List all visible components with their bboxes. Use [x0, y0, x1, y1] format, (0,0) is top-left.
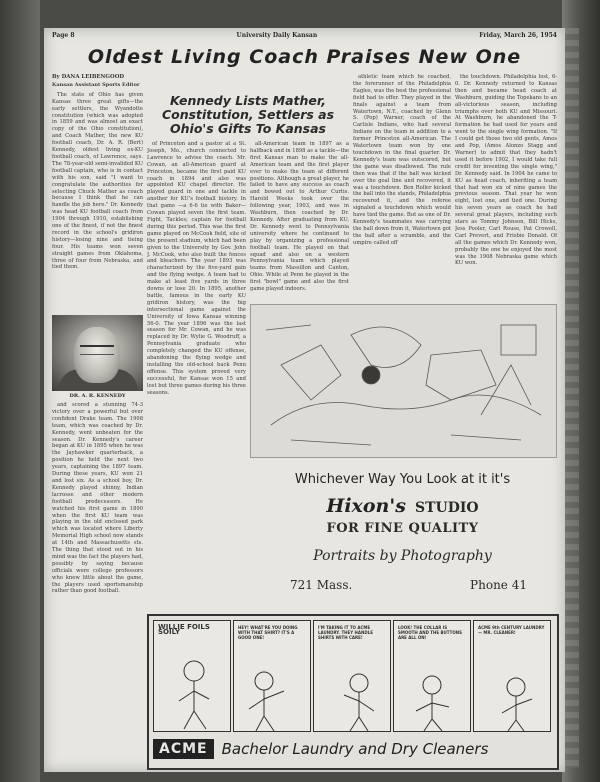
comic-panel-4: [393, 620, 471, 732]
comic-strip: [153, 620, 551, 732]
article-column-3: [250, 141, 349, 301]
studio-ad-illustration: [250, 304, 557, 458]
ad-intro-line: Whichever Way You Look at it it's: [294, 472, 511, 487]
masthead: [52, 32, 557, 42]
comic-figure-icon: [474, 621, 551, 732]
main-headline: Oldest Living Coach Praises New One: [87, 46, 522, 68]
comic-panel-1: [153, 620, 231, 732]
page-number: Page 8: [52, 32, 75, 39]
ad-contact-row: [250, 578, 555, 592]
kennedy-portrait-photo: [52, 315, 143, 391]
article-text: The state of Ohio has given Kansas three great gifts—the early settlers, the Wyandotte constitution (which was adopted in 1859 and was almost an exact copy of the Ohio constitution), and Coach Mather, the new KU football coach, Dr. A. R. (Bert) Kennedy, oldest living ex-KU football coach, of Lawrence, says. The 78-year-old semi-invalided KU football captain, who is in contact with his son, said "I want to congratulate the authorities for selecting Chuck Mather as coach because I think that he can handle the job here." Dr. Kennedy was head KU football coach from 1904 through 1910, establishing one of the finest, if not the finest record in the school's gridiron history—losing nine and tieing four. His teams won seven straight games from Oklahoma, three of four from Nebraska, and tied them.: [52, 91, 143, 271]
acme-banner: [153, 736, 551, 762]
ad-portraits-line: Portraits by Photography: [313, 548, 492, 564]
comic-panel-3: [313, 620, 391, 732]
newspaper-page: [44, 28, 565, 772]
article-text: all-American team in 1897 as a halfback and in 1898 as a tackle—the first Kansas man to make the all-American team and the first player ever to make the team at different positions. Although a great player, he failed to have any success as coach and bowed out to Arthur Curtis. Harold Weeks took over the following year, 1903, and was in Washburn, then coached by Dr. Kennedy. After graduating from KU, Dr. Kennedy went to Pennsylvania university where he continued to play by organizing a professional football team. He played on that squad and also on a western Pennsylvania team which played teams from Massillon and Canton, Ohio. While at Penn he played in the first "bowl" game and also the first game played indoors.: [250, 141, 349, 293]
byline: By DANA LEIBENGOOD: [52, 74, 125, 80]
comic-panel-5: [473, 620, 551, 732]
comic-dialogue: ACME 9th CENTURY LAUNDRY — MR. CLEANER!: [478, 625, 545, 635]
ad-quality-line: FOR FINE QUALITY: [326, 521, 479, 536]
paper-name: University Daily Kansan: [236, 32, 318, 39]
page-binding-edge: [565, 28, 579, 768]
hixons-studio-ad: [250, 460, 555, 610]
acme-laundry-ad: [147, 614, 559, 770]
portrait-glasses: [80, 345, 114, 355]
photo-caption: DR. A. R. KENNEDY: [69, 393, 126, 399]
comic-figure-icon: [154, 621, 231, 732]
comic-title: WILLIE FOILS SOILY: [158, 623, 210, 636]
article-text: and scored a stunning 74-3 victory over a powerful but over confident Drake team. The 1908 team, which was coached by Dr. Kennedy, went unbeaten for the season. Dr. Kennedy's career began at KU in 1895 when he was the Jayhawker quarterback, a position he held the next two years, captaining the 1897 team. During these years, KU won 21 and lost six. As a school boy, Dr. Kennedy played shinny, Indian lacrosse and other modern football predecessors. He watched his first game in 1890 when the first KU team was playing in the old enclosed park which was located where Liberty Memorial High school now stands at 14th and Massachusetts sts. The thing that stood out in his mind was the fact the players had, possibly by saying because officials were college professors who knew little about the game, the players used sportsmanship rather than good football.: [52, 402, 143, 595]
ad-address: 721 Mass.: [290, 578, 353, 592]
sketch-drawing: [251, 305, 556, 457]
comic-panel-2: [233, 620, 311, 732]
article-column-4: [353, 74, 451, 301]
acme-tagline: Bachelor Laundry and Dry Cleaners: [221, 740, 489, 758]
microfilm-frame-left: [0, 0, 40, 782]
comic-dialogue: LOOK! THE COLLAR IS SMOOTH AND THE BUTTONS ARE ALL ON!: [398, 625, 462, 640]
acme-logo: ACME: [153, 739, 214, 759]
byline-title: Kansan Assistant Sports Editor: [52, 81, 140, 88]
article-text: of Princeton and a pastor at a St. Joseph, Mo., church connected to Lawrence to advise the coach. Mr. Cowan, an all-American guard at Princeton, became the first paid KU coach in 1894 and also was appointed KU chapel director. He played guard in one and tackle in another for KU's football history. In that game —a 6-6 tie with Baker—Cowan played seven the first team. Fight, Tackles; captain for football during this period. This was the first game played on McCook field, site of the present stadium, which had been given to the University by Gov. John J. McCook, who also built the fences and bleachers. The year 1893 was characterized by the five-yard gain and the flying wedge. A team had to make at least five yards in three downs or lose 20. In 1895, another battle, famous in the early KU gridiron history, was the big intersectional game against the University of Iowa Kansas winning 56-0. The year 1896 was the last season for Mr. Cowan, and he was replaced by Dr. Wylie G. Woodruff, a Pennsylvania graduate who completely changed the KU offense, abandoning the flying wedge and installing the old-school back Penn offense. This system proved very successful, for Kansas won 15 and lost but three games during his three seasons.: [147, 141, 246, 396]
portrait-face: [74, 327, 120, 383]
article-column-1: [52, 74, 143, 312]
article-text: the touchdown. Philadelphia lost, 6-0. Dr. Kennedy returned to Kansas then and became head coach at Washburn, guiding the Topekans to an all-victorious season, including triumphs over both KU and Missouri. At Washburn, he abandoned the T-formation he had used for years and went to the single wing formation. "If I could get those two old gents, Amos and Pop, (Amos Alonzo Stagg and Warner) to admit that they hadn't used it before 1902, I would take full credit for inventing the single wing," Dr. Kennedy said. In 1904 he came to KU as head coach, inheriting a team that had won six of nine games the previous season. That year he won eight, lost one, and tied one. During his seven years as coach he had several great players, including such stars as Tommy Johnson, Bill Hicks, Jess Pooler, Carl Rouse, Pat Crowell, Carl Prevert, and Frisbie Donald. Of all the games which Dr. Kennedy won, probably the one he enjoyed the most was the 1908 Nebraska game which KU won.: [455, 74, 557, 267]
article-column-5: [455, 74, 557, 301]
ad-phone: Phone 41: [470, 578, 527, 592]
article-text: athletic team which he coached, the forerunner of the Philadelphia Eagles, was the best the professional field had to offer. They played in the finals against a team from Watertown, N.Y., coached by Glenn S. (Pop) Warner, coach of the Carlisle Indians, who had several Indians on the team in addition to a former Princeton all-American. The Watertown team won by one touchdown in the final quarter. Dr. Kennedy's team was outscored, but the game was disallowed. The rule then was that if the ball was kicked over the goal line and recovered, it was a touchdown. Ben Roller kicked the ball into the stands, Philadelphia recovered it, and the referee signaled a touchdown which would have tied the game. But as one of Dr. Kennedy's teammates was carrying the ball down from it, Watertown got the ball after a scramble, and the umpire called off: [353, 74, 451, 246]
article-column-1-continued: [52, 402, 143, 768]
ad-brand-suffix: STUDIO: [414, 500, 479, 516]
ad-brand-name: Hixon's: [326, 495, 406, 517]
issue-date: Friday, March 26, 1954: [479, 32, 557, 39]
comic-dialogue: I'M TAKING IT TO ACME LAUNDRY. THEY HANDLE SHIRTS WITH CARE!: [318, 625, 373, 640]
sub-headline: Kennedy Lists Mather, Constitution, Settlers as Ohio's Gifts To Kansas: [161, 93, 335, 136]
article-column-2: [147, 141, 246, 568]
comic-dialogue: HEY! WHAT'RE YOU DOING WITH THAT SHIRT? IT'S A GOOD ONE!: [238, 625, 298, 640]
